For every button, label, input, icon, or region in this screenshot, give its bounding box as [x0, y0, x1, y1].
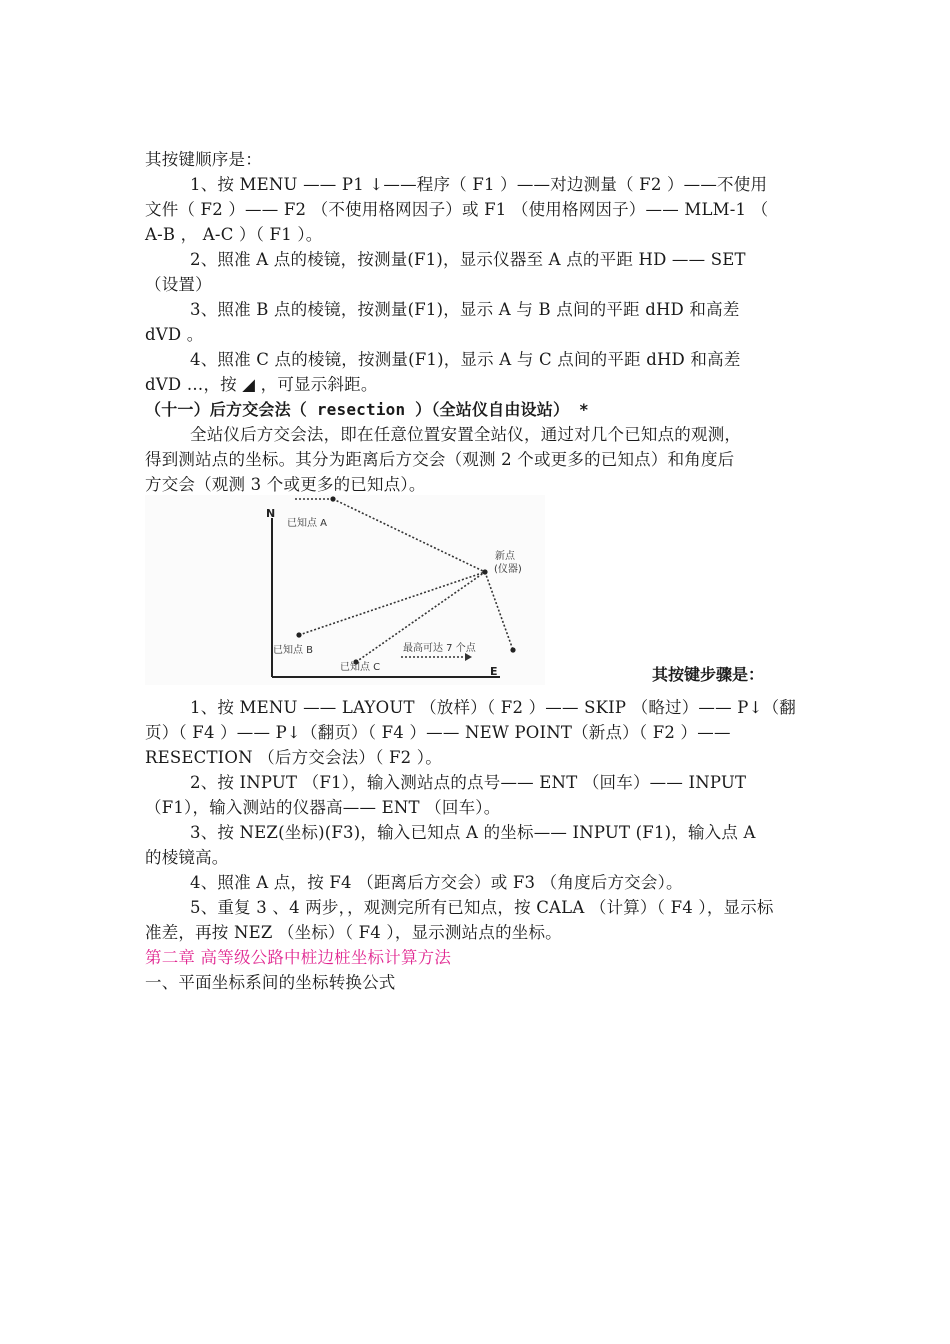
point-b-marker [296, 632, 301, 637]
point-c-label: 已知点 C [340, 662, 381, 673]
text-line: 准差，再按 NEZ （坐标）（ F4 ），显示测站点的坐标。 [145, 923, 562, 942]
text-line: 页）（ F4 ）—— P↓（翻页）（ F4 ）—— NEW POINT（新点）（ F2 ）—— [145, 723, 731, 742]
axis-e-label: E [490, 665, 498, 678]
text-line: dVD …，按 ◢ ，可显示斜距。 [145, 375, 378, 394]
chapter-heading: 第二章 高等级公路中桩边桩坐标计算方法 [145, 948, 452, 967]
new-point-sublabel: (仪器) [494, 564, 522, 575]
resection-diagram-svg [145, 495, 545, 685]
sight-line-extra [485, 572, 513, 650]
text-line: 其按键顺序是： [145, 150, 262, 169]
text-line: 得到测站点的坐标。其分为距离后方交会（观测 2 个或更多的已知点）和角度后 [145, 450, 735, 469]
text-line: 1、按 MENU —— LAYOUT （放样）（ F2 ）—— SKIP （略过）—— P↓（翻 [190, 698, 796, 717]
text-line: 4、照准 C 点的棱镜，按测量(F1)，显示 A 与 C 点间的平距 dHD 和高差 [190, 350, 741, 369]
new-point-marker [482, 569, 487, 574]
extra-point-marker [510, 647, 515, 652]
text-line: 3、按 NEZ(坐标)(F3)，输入已知点 A 的坐标—— INPUT (F1)，输入点 A [190, 823, 756, 842]
text-line: RESECTION （后方交会法）（ F2 ）。 [145, 748, 442, 767]
axis-n-label: N [266, 507, 276, 520]
point-a-marker [330, 496, 335, 501]
sight-line-a [333, 499, 485, 572]
text-line: 3、照准 B 点的棱镜，按测量(F1)，显示 A 与 B 点间的平距 dHD 和高差 [190, 300, 740, 319]
text-line: 方交会（观测 3 个或更多的已知点）。 [145, 475, 426, 494]
point-a-label: 已知点 A [287, 518, 328, 529]
point-b-label: 已知点 B [273, 645, 314, 656]
text-line: dVD 。 [145, 325, 204, 344]
section-heading: （十一）后方交会法（ resection ）（全站仪自由设站） * [145, 400, 589, 419]
text-line: （设置） [145, 275, 212, 294]
text-line: 1、按 MENU —— P1 ↓——程序（ F1 ）——对边测量（ F2 ）——不使用 [190, 175, 768, 194]
subsection-heading: 一、平面坐标系间的坐标转换公式 [145, 973, 396, 992]
text-line: 5、重复 3 、4 两步，，观测完所有已知点，按 CALA （计算）（ F4 ），显示标 [190, 898, 774, 917]
arrow-head-icon [465, 653, 472, 661]
sight-line-b [299, 572, 485, 635]
text-line: （F1），输入测站的仪器高—— ENT （回车）。 [145, 798, 501, 817]
text-line: 2、按 INPUT （F1），输入测站点的点号—— ENT （回车）—— INPUT [190, 773, 747, 792]
text-line: A-B ， A-C ）（ F1 ）。 [145, 225, 323, 244]
text-line: 的棱镜高。 [145, 848, 229, 867]
text-line: 2、照准 A 点的棱镜，按测量(F1)，显示仪器至 A 点的平距 HD —— SET [190, 250, 746, 269]
text-line: 4、照准 A 点，按 F4 （距离后方交会）或 F3 （角度后方交会）。 [190, 873, 683, 892]
text-line: 全站仪后方交会法，即在任意位置安置全站仪，通过对几个已知点的观测， [190, 425, 742, 444]
text-line: 文件（ F2 ）—— F2 （不使用格网因子）或 F1 （使用格网因子）—— MLM-1 （ [145, 200, 769, 219]
new-point-label: 新点 [495, 551, 515, 562]
max-points-label: 最高可达 7 个点 [403, 643, 476, 654]
steps-label: 其按键步骤是： [652, 665, 765, 684]
resection-diagram [145, 495, 545, 685]
